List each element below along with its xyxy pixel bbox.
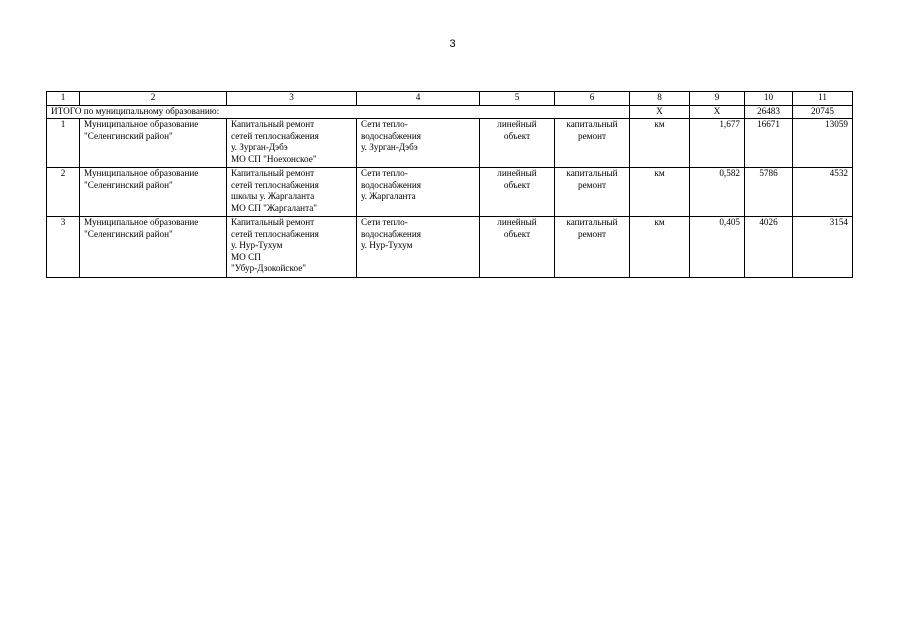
- header-cell: 3: [227, 92, 357, 106]
- total-col10: 26483: [745, 105, 793, 119]
- header-cell: 6: [555, 92, 630, 106]
- object-type-cell: линейный объект: [480, 168, 555, 217]
- col11-cell: 3154: [793, 217, 853, 278]
- unit-cell: км: [630, 217, 690, 278]
- table-row: [47, 168, 853, 217]
- total-label: ИТОГО по муниципальному образованию:: [47, 105, 630, 119]
- length-cell: 0,405: [690, 217, 745, 278]
- unit-cell: км: [630, 119, 690, 168]
- header-cell: 2: [80, 92, 227, 106]
- object-name-cell: Капитальный ремонт сетей теплоснабжения у. Нур-Тухум МО СП "Убур-Дзокойское": [227, 217, 357, 278]
- row-number: 2: [47, 168, 80, 217]
- header-cell: 9: [690, 92, 745, 106]
- total-col8: Х: [630, 105, 690, 119]
- header-cell: 5: [480, 92, 555, 106]
- column-number-header-row: [47, 92, 853, 106]
- municipality-cell: Муниципальное образование "Селенгинский район": [80, 168, 227, 217]
- network-cell: Сети тепло- водоснабжения у. Жаргаланта: [357, 168, 480, 217]
- total-col11: 20745: [793, 105, 853, 119]
- col10-cell: 16671: [745, 119, 793, 168]
- work-type-cell: капитальный ремонт: [555, 119, 630, 168]
- object-name-cell: Капитальный ремонт сетей теплоснабжения у. Зурган-Дэбэ МО СП "Ноехонское": [227, 119, 357, 168]
- page-number: 3: [449, 38, 456, 50]
- row-number: 3: [47, 217, 80, 278]
- header-cell: 4: [357, 92, 480, 106]
- object-name-cell: Капитальный ремонт сетей теплоснабжения школы у. Жаргаланта МО СП "Жаргаланта": [227, 168, 357, 217]
- municipality-cell: Муниципальное образование "Селенгинский район": [80, 217, 227, 278]
- capital-repair-table: [46, 91, 853, 278]
- header-cell: 1: [47, 92, 80, 106]
- object-type-cell: линейный объект: [480, 119, 555, 168]
- header-cell: 11: [793, 92, 853, 106]
- table-row: [47, 119, 853, 168]
- total-row: [47, 105, 853, 119]
- work-type-cell: капитальный ремонт: [555, 168, 630, 217]
- unit-cell: км: [630, 168, 690, 217]
- row-number: 1: [47, 119, 80, 168]
- length-cell: 0,582: [690, 168, 745, 217]
- table-row: [47, 217, 853, 278]
- col11-cell: 13059: [793, 119, 853, 168]
- col10-cell: 5786: [745, 168, 793, 217]
- header-cell: 8: [630, 92, 690, 106]
- work-type-cell: капитальный ремонт: [555, 217, 630, 278]
- col10-cell: 4026: [745, 217, 793, 278]
- total-col9: Х: [690, 105, 745, 119]
- col11-cell: 4532: [793, 168, 853, 217]
- object-type-cell: линейный объект: [480, 217, 555, 278]
- header-cell: 10: [745, 92, 793, 106]
- network-cell: Сети тепло- водоснабжения у. Нур-Тухум: [357, 217, 480, 278]
- network-cell: Сети тепло- водоснабжения у. Зурган-Дэбэ: [357, 119, 480, 168]
- municipality-cell: Муниципальное образование "Селенгинский район": [80, 119, 227, 168]
- length-cell: 1,677: [690, 119, 745, 168]
